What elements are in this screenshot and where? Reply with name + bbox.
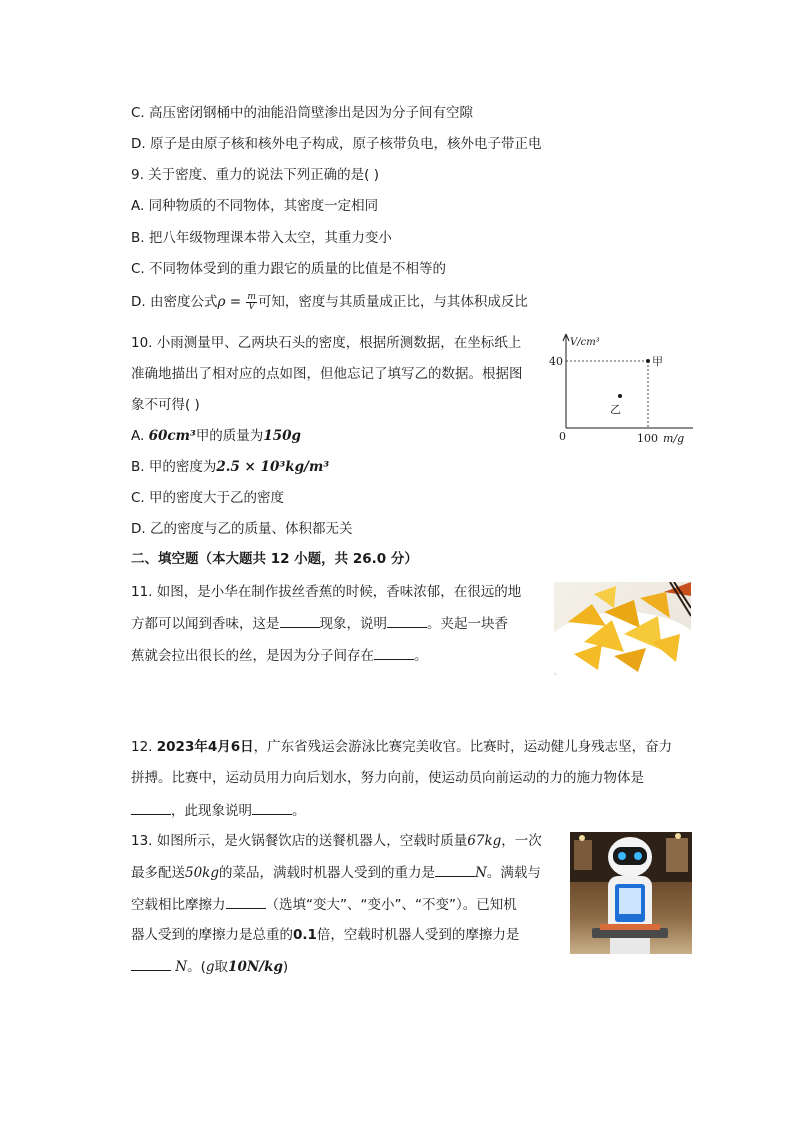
q13-max-load: 50kg <box>185 865 220 881</box>
q10-option-c: C. 甲的密度大于乙的密度 <box>131 490 285 506</box>
q12-line2: 拼搏。比赛中，运动员用力向后划水，努力向前，使运动员向前运动的力的施力物体是 <box>131 770 644 786</box>
q13-line2-a: 最多配送 <box>131 865 185 881</box>
q11-line3-a: 蕉就会拉出很长的丝，是因为分子间存在 <box>131 648 374 664</box>
q11-line2 <box>131 613 508 634</box>
point-yi-label: 乙 <box>610 403 621 416</box>
q13-line5 <box>131 956 288 977</box>
q13-gravity-symbol: g <box>205 959 215 975</box>
q13-line3-b: （选填“变大”、“变小”、“不变”）。已知机 <box>265 897 517 913</box>
q10-option-a-label: A. <box>131 428 149 444</box>
q13-line3-a: 空载相比摩擦力 <box>131 897 226 913</box>
q10-option-b <box>131 457 329 477</box>
q13-unit-n-2: N <box>175 959 188 975</box>
q10-option-a-mass: 150g <box>263 428 301 444</box>
delivery-robot-photo <box>570 832 692 954</box>
q11-line1: 11. 如图，是小华在制作拔丝香蕉的时候，香味浓郁，在很远的地 <box>131 584 522 600</box>
q13-line2-e: 。满载与 <box>486 865 541 881</box>
q10-stem-line1: 10. 小雨测量甲、乙两块石头的密度，根据所测数据，在坐标纸上 <box>131 335 522 351</box>
q11-line2-b: 现象，说明 <box>319 616 387 632</box>
q9-stem: 9. 关于密度、重力的说法下列正确的是( ) <box>131 167 379 183</box>
q13-line2 <box>131 862 541 883</box>
q10-option-a <box>131 426 301 446</box>
q13-line4 <box>131 925 519 945</box>
fraction-denominator: V <box>248 301 255 312</box>
q11-blank-2[interactable] <box>387 613 427 628</box>
delivery-robot-illustration <box>570 832 692 954</box>
point-jia <box>646 359 650 363</box>
q12-blank-1[interactable] <box>131 800 171 815</box>
q13-line5-b: 。( <box>187 959 206 975</box>
q13-line5-f: ) <box>282 959 289 975</box>
q12-line3-b: 。 <box>292 803 306 819</box>
x-tick-100: 100 <box>637 432 658 445</box>
q9-option-c: C. 不同物体受到的重力跟它的质量的比值是不相等的 <box>131 261 447 277</box>
fraction-numerator: m <box>247 291 256 302</box>
point-jia-label: 甲 <box>652 355 663 368</box>
q9-option-d <box>131 292 528 312</box>
q10-option-a-text: 甲的质量为 <box>195 428 264 444</box>
q13-line2-c: 的菜品，满载时机器人受到的重力是 <box>219 865 436 881</box>
q10-option-a-volume: 60cm³ <box>148 428 196 444</box>
y-axis-label: V/cm³ <box>570 337 600 348</box>
q13-line1-a: 13. 如图所示，是火锅餐饮店的送餐机器人，空载时质量 <box>131 833 468 849</box>
q10-stem-line2: 准确地描出了相对应的点如图，但他忘记了填写乙的数据。根据图 <box>131 366 523 382</box>
q11-blank-1[interactable] <box>280 613 320 628</box>
q12-date: 2023年4月6日 <box>156 739 254 755</box>
q9-option-b: B. 把八年级物理课本带入太空，其重力变小 <box>131 230 392 246</box>
q13-friction-ratio: 0.1 <box>293 927 317 943</box>
candied-fruit-illustration <box>554 582 691 675</box>
q10-option-d: D. 乙的密度与乙的质量、体积都无关 <box>131 521 353 537</box>
q13-blank-3[interactable] <box>131 956 171 971</box>
point-yi <box>618 394 622 398</box>
q10-option-b-label: B. 甲的密度为 <box>131 459 217 475</box>
q12-line3 <box>131 800 306 821</box>
candied-fruit-photo <box>554 582 691 675</box>
q9-option-a: A. 同种物质的不同物体，其密度一定相同 <box>131 198 379 214</box>
q13-line4-a: 器人受到的摩擦力是总重的 <box>131 927 293 943</box>
q12-line1-text: ，广东省残运会游泳比赛完美收官。比赛时，运动健儿身残志坚，奋力 <box>253 739 673 755</box>
q11-line2-a: 方都可以闻到香味，这是 <box>131 616 280 632</box>
q9-option-d-prefix: D. 由密度公式 <box>131 294 218 310</box>
q13-line3 <box>131 894 517 915</box>
q13-blank-2[interactable] <box>226 894 266 909</box>
q13-gravity-value: 10N/kg <box>228 959 283 975</box>
q12-line1 <box>131 737 672 757</box>
q13-line1 <box>131 831 542 851</box>
q13-line1-c: ，一次 <box>501 833 542 849</box>
q11-line3-b: 。 <box>414 648 428 664</box>
q11-line2-c: 。夹起一块香 <box>427 616 508 632</box>
density-formula-rho: ρ = <box>217 294 246 310</box>
x-axis-label: m/g <box>663 432 685 445</box>
origin-label: 0 <box>559 430 566 443</box>
q8-option-c: C. 高压密闭钢桶中的油能沿筒壁渗出是因为分子间有空隙 <box>131 105 474 121</box>
q10-stem-line3: 象不可得( ) <box>131 397 200 413</box>
mass-volume-graph <box>548 328 698 446</box>
q11-line3 <box>131 645 428 666</box>
q9-option-d-suffix: 可知，密度与其质量成正比，与其体积成反比 <box>257 294 528 310</box>
q13-unit-n-1: N <box>475 865 487 881</box>
q11-blank-3[interactable] <box>374 645 414 660</box>
q12-line1-number: 12. <box>131 739 157 755</box>
q12-blank-2[interactable] <box>252 800 292 815</box>
q12-line3-a: ，此现象说明 <box>171 803 252 819</box>
q13-empty-mass: 67kg <box>467 833 502 849</box>
q13-blank-1[interactable] <box>435 862 475 877</box>
q10-option-b-density: 2.5 × 10³kg/m³ <box>216 459 330 475</box>
q8-option-d: D. 原子是由原子核和核外电子构成，原子核带负电，核外电子带正电 <box>131 136 542 152</box>
q13-line5-d: 取 <box>214 959 229 975</box>
density-formula-fraction <box>246 293 257 312</box>
section-fill-in-title: 二、填空题（本大题共 12 小题，共 26.0 分） <box>131 551 418 567</box>
y-tick-40: 40 <box>549 355 563 368</box>
q13-line4-c: 倍，空载时机器人受到的摩擦力是 <box>316 927 520 943</box>
